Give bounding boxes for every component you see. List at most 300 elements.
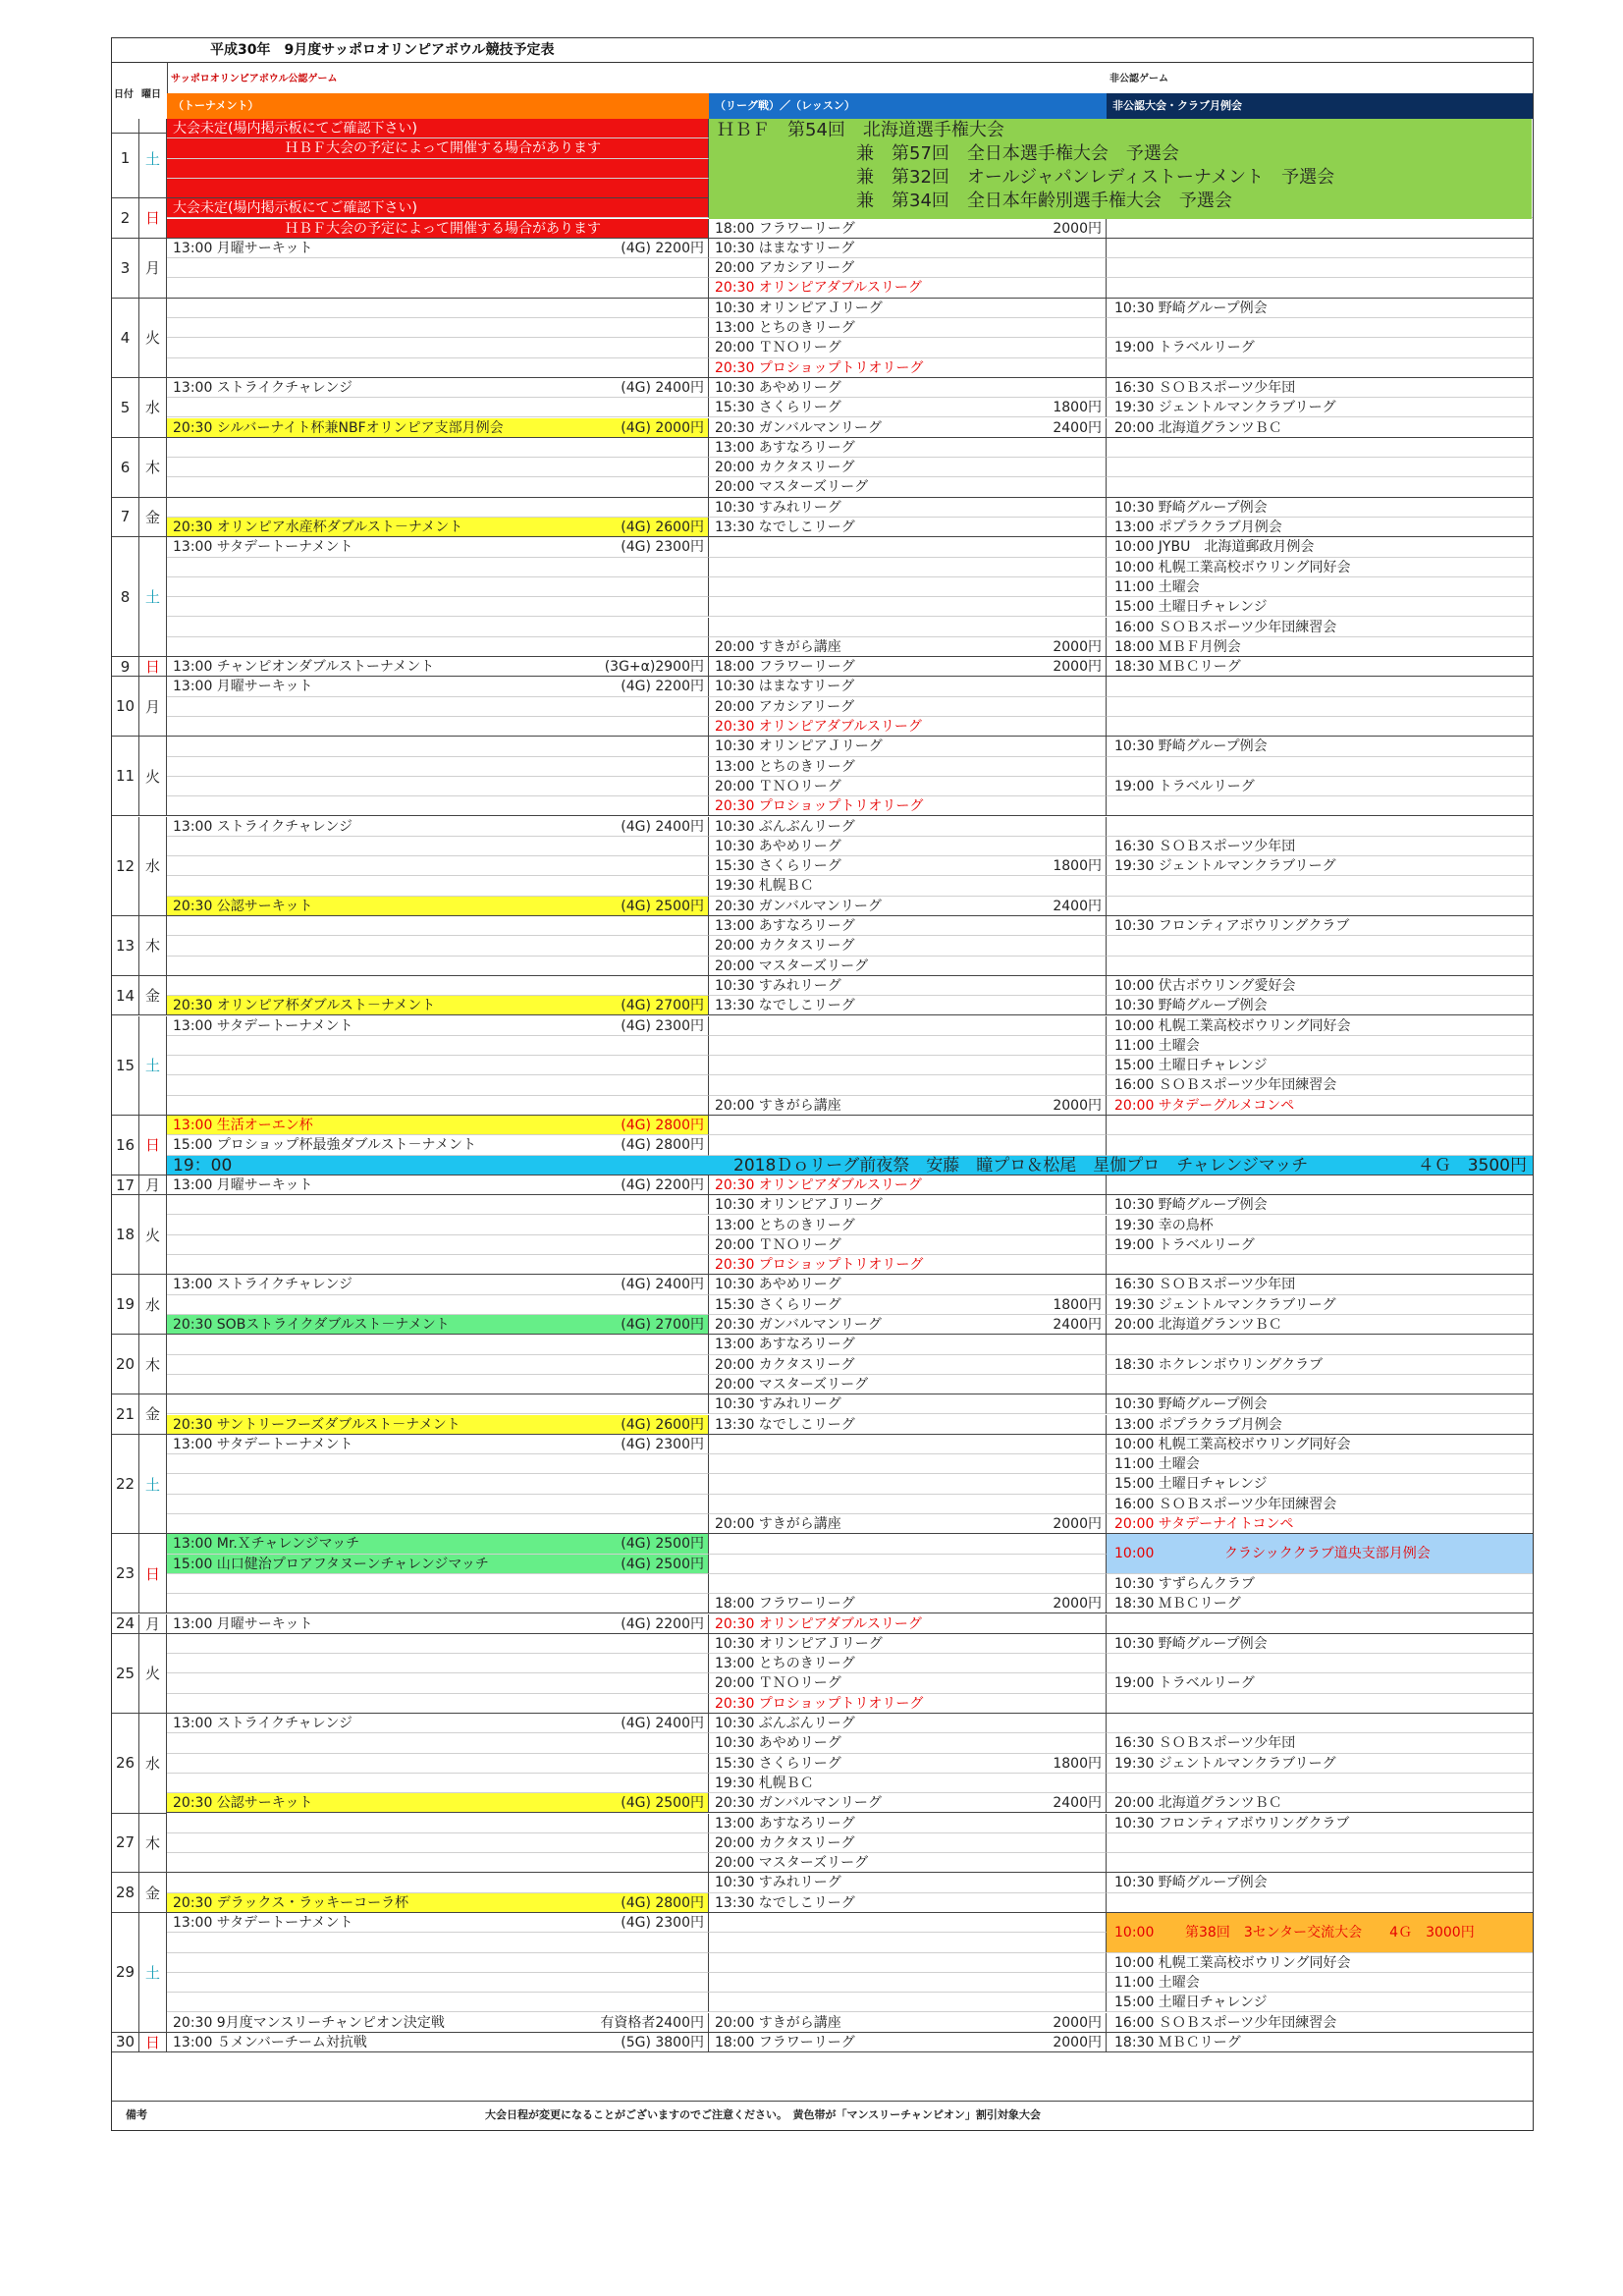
league-cell: [709, 577, 1107, 597]
league-name: 20:30 オリンピアダブルスリーグ: [715, 719, 922, 735]
league-cell: [709, 1315, 1107, 1335]
tournament-cell: [167, 737, 709, 756]
day-number: 23: [112, 1534, 139, 1613]
tournament-cell: [167, 1275, 709, 1294]
tournament-price: (3G+α)2900円: [604, 659, 704, 676]
remarks-label: 備考: [126, 2108, 147, 2121]
club-name: 11:00 土曜会: [1114, 1456, 1200, 1473]
club-name: 10:30 野崎グループ例会: [1114, 1875, 1268, 1891]
day-number: 20: [112, 1335, 139, 1394]
club-name: 19:30 ジェントルマンクラブリーグ: [1114, 1296, 1336, 1313]
league-cell: [709, 1295, 1107, 1315]
tournament-name: 20:30 公認サーキット: [173, 1795, 313, 1812]
league-cell: [709, 856, 1107, 876]
tournament-price: (4G) 2800円: [621, 1137, 704, 1154]
club-cell: [1107, 278, 1533, 298]
league-name: 10:30 すみれリーグ: [715, 1875, 841, 1891]
club-cell: [1107, 498, 1533, 518]
club-cell: [1107, 299, 1533, 318]
tournament-cell: [167, 1673, 709, 1693]
league-name: 10:30 あやめリーグ: [715, 1735, 841, 1752]
tournament-cell: [167, 1534, 709, 1554]
tournament-cell: [167, 1116, 709, 1135]
hbf-block: [709, 119, 1532, 219]
league-cell: [709, 1056, 1107, 1075]
league-name: 13:30 なでしこリーグ: [715, 998, 855, 1014]
league-cell: [709, 1893, 1107, 1913]
league-name: 18:00 フラワーリーグ: [715, 2034, 855, 2050]
day-number: 24: [112, 1614, 139, 1634]
club-name: 18:00 ＭＢＦ月例会: [1114, 638, 1241, 655]
day-number: 1: [112, 119, 139, 198]
league-name: 20:30 プロショップトリオリーグ: [715, 359, 924, 376]
league-price: 2000円: [1053, 1097, 1102, 1114]
tournament-cell: [167, 1075, 709, 1095]
center-name: 第38回 3センター交流大会 4Ｇ 3000円: [1185, 1925, 1475, 1941]
tournament-cell: [167, 1315, 709, 1335]
club-cell: [1107, 1893, 1533, 1913]
league-cell: [709, 477, 1107, 497]
club-cell: [1107, 1375, 1533, 1394]
club-name: 11:00 土曜会: [1114, 1037, 1200, 1054]
league-name: 15:30 さくらリーグ: [715, 1296, 841, 1313]
league-price: 2000円: [1053, 220, 1102, 237]
league-cell: [709, 1953, 1107, 1973]
league-cell: [709, 537, 1107, 557]
league-cell: [709, 1993, 1107, 2012]
tournament-cell: [167, 1774, 709, 1793]
day-number: 4: [112, 299, 139, 378]
weekday-label: 水: [139, 378, 167, 438]
club-name: 19:30 幸の鳥杯: [1114, 1217, 1214, 1233]
tournament-cell: [167, 1036, 709, 1056]
league-cell: [709, 1016, 1107, 1036]
club-cell: [1107, 1634, 1533, 1654]
day-number: 3: [112, 239, 139, 299]
league-name: 13:00 あすなろリーグ: [715, 918, 855, 934]
club-cell: [1107, 657, 1533, 677]
league-cell: [709, 1853, 1107, 1873]
club-cell: [1107, 817, 1533, 837]
club-cell: [1107, 777, 1533, 796]
tournament-cell: [167, 1216, 709, 1235]
league-name: 10:30 ぶんぶんリーグ: [715, 1716, 855, 1731]
event-banner: [167, 1156, 1533, 1175]
league-name: 20:30 プロショップトリオリーグ: [715, 1695, 924, 1712]
tournament-name: 15:00 山口健治プロアフタヌーンチャレンジマッチ: [173, 1556, 489, 1572]
league-cell: [709, 1394, 1107, 1414]
league-name: 20:00 マスターズリーグ: [715, 1376, 869, 1393]
league-cell: [709, 1355, 1107, 1375]
club-highlight-center: [1107, 1913, 1533, 1953]
league-name: 20:30 ガンバルマンリーグ: [715, 419, 882, 436]
tournament-price: (4G) 2700円: [621, 998, 704, 1014]
tournament-cell: [167, 1495, 709, 1514]
hbf-line-2: 兼 第57回 全日本選手権大会 予選会: [856, 143, 1179, 164]
club-cell: [1107, 1016, 1533, 1036]
tournament-cell: [167, 1415, 709, 1435]
weekday-label: 月: [139, 1175, 167, 1195]
club-cell: [1107, 597, 1533, 617]
league-cell: [709, 1454, 1107, 1474]
league-name: 19:30 札幌ＢＣ: [715, 878, 814, 895]
club-name: 10:30 野崎グループ例会: [1114, 1197, 1268, 1214]
club-cell: [1107, 1754, 1533, 1774]
club-name: 16:30 ＳＯＢスポーツ少年団: [1114, 1735, 1296, 1752]
tournament-cell: [167, 856, 709, 876]
league-name: 20:00 すきがら講座: [715, 638, 841, 655]
league-name: 10:30 あやめリーグ: [715, 379, 841, 396]
club-cell: [1107, 837, 1533, 856]
tournament-cell: [167, 418, 709, 438]
day-number: 28: [112, 1873, 139, 1913]
league-cell: [709, 558, 1107, 577]
club-name: 18:30 ＭＢＣリーグ: [1114, 2034, 1241, 2050]
tournament-name: 20:30 サントリーフーズダブルスト－ナメント: [173, 1416, 460, 1433]
tournament-cell: [167, 378, 709, 398]
league-cell: [709, 299, 1107, 318]
league-cell: [709, 438, 1107, 458]
club-name: 19:00 トラベルリーグ: [1114, 1675, 1255, 1692]
club-name: 20:00 北海道グランツＢＣ: [1114, 1317, 1282, 1333]
club-cell: [1107, 618, 1533, 637]
tournament-cell: [167, 138, 709, 158]
league-name: 13:30 なでしこリーグ: [715, 519, 855, 535]
league-name: 20:30 オリンピアダブルスリーグ: [715, 280, 922, 297]
tournament-cell: [167, 1614, 709, 1634]
tournament-cell: [167, 458, 709, 477]
league-cell: [709, 1814, 1107, 1833]
league-name: 20:00 ＴＮＯリーグ: [715, 1675, 841, 1692]
club-name: 10:30 フロンティアボウリングクラブ: [1114, 918, 1350, 934]
club-name: 18:30 ホクレンボウリングクラブ: [1114, 1356, 1324, 1373]
club-cell: [1107, 537, 1533, 557]
league-name: 20:00 ＴＮＯリーグ: [715, 340, 841, 356]
banner-time: 19：00: [173, 1155, 233, 1175]
league-cell: [709, 817, 1107, 837]
league-cell: [709, 1694, 1107, 1714]
league-cell: [709, 657, 1107, 677]
league-cell: [709, 1435, 1107, 1454]
tournament-cell: [167, 239, 709, 258]
club-cell: [1107, 398, 1533, 417]
tournament-cell: [167, 1754, 709, 1774]
club-cell: [1107, 258, 1533, 278]
club-cell: [1107, 1275, 1533, 1294]
tournament-price: (4G) 2700円: [621, 1317, 704, 1333]
club-cell: [1107, 697, 1533, 717]
league-cell: [709, 239, 1107, 258]
header-league: （リーグ戦）／（レッスン）: [709, 93, 1107, 119]
tournament-name: 20:30 9月度マンスリーチャンピオン決定戦: [173, 2014, 445, 2031]
tournament-cell: [167, 1814, 709, 1833]
league-cell: [709, 637, 1107, 657]
tournament-name: 大会未定(場内掲示板にてご確認下さい): [173, 121, 417, 137]
hbf-line-4: 兼 第34回 全日本年齢別選手権大会 予選会: [856, 191, 1232, 211]
day-number: 10: [112, 677, 139, 737]
tournament-name: 13:00 サタデートーナメント: [173, 539, 353, 556]
header-date: 日付: [114, 89, 134, 100]
league-cell: [709, 757, 1107, 777]
league-name: 20:00 マスターズリーグ: [715, 479, 869, 496]
club-name: 10:00 JYBU 北海道郵政月例会: [1114, 539, 1315, 556]
league-price: 1800円: [1053, 1755, 1102, 1772]
club-name: 10:30 野崎グループ例会: [1114, 499, 1268, 516]
league-cell: [709, 219, 1107, 239]
league-cell: [709, 1574, 1107, 1594]
league-name: 10:30 あやめリーグ: [715, 1277, 841, 1293]
day-number: 17: [112, 1175, 139, 1195]
league-cell: [709, 338, 1107, 357]
league-name: 10:30 オリンピアＪリーグ: [715, 738, 883, 755]
club-cell: [1107, 438, 1533, 458]
league-cell: [709, 1673, 1107, 1693]
tournament-name: 20:30 デラックス・ラッキーコーラ杯: [173, 1894, 409, 1911]
day-number: 25: [112, 1634, 139, 1714]
tournament-cell: [167, 1953, 709, 1973]
banner-text: 2018Ｄｏリーグ前夜祭 安藤 瞳プロ＆松尾 星伽プロ チャレンジマッチ: [733, 1155, 1309, 1175]
club-name: 13:00 ポプラクラブ月例会: [1114, 519, 1282, 535]
club-cell: [1107, 1574, 1533, 1594]
league-cell: [709, 1216, 1107, 1235]
league-cell: [709, 1654, 1107, 1673]
tournament-cell: [167, 1993, 709, 2012]
league-name: 20:00 カクタスリーグ: [715, 1356, 855, 1373]
classic-name: クラシッククラブ道央支部月例会: [1224, 1546, 1431, 1562]
weekday-label: 日: [139, 2033, 167, 2052]
club-cell: [1107, 1415, 1533, 1435]
tournament-cell: [167, 936, 709, 956]
club-cell: [1107, 876, 1533, 896]
club-cell: [1107, 2013, 1533, 2033]
league-price: 1800円: [1053, 858, 1102, 875]
league-name: 20:00 アカシアリーグ: [715, 260, 855, 277]
league-name: 15:30 さくらリーグ: [715, 1755, 841, 1772]
tournament-cell: [167, 1435, 709, 1454]
league-cell: [709, 1096, 1107, 1116]
tournament-cell: [167, 338, 709, 357]
weekday-label: 土: [139, 537, 167, 657]
league-cell: [709, 518, 1107, 537]
tournament-cell: [167, 1375, 709, 1394]
club-name: 10:30 フロンティアボウリングクラブ: [1114, 1815, 1350, 1831]
league-cell: [709, 1495, 1107, 1514]
league-cell: [709, 897, 1107, 916]
league-name: 20:30 ガンバルマンリーグ: [715, 898, 882, 914]
tournament-cell: [167, 159, 709, 179]
league-name: 18:00 フラワーリーグ: [715, 1596, 855, 1613]
league-cell: [709, 398, 1107, 417]
club-name: 10:30 野崎グループ例会: [1114, 738, 1268, 755]
club-cell: [1107, 1454, 1533, 1474]
club-name: 20:00 サタデーナイトコンペ: [1114, 1516, 1294, 1532]
league-name: 10:30 オリンピアＪリーグ: [715, 300, 883, 316]
club-cell: [1107, 418, 1533, 438]
tournament-price: (4G) 2400円: [621, 1716, 704, 1731]
tournament-price: (4G) 2500円: [621, 1556, 704, 1572]
league-name: 18:00 フラワーリーグ: [715, 659, 855, 676]
club-cell: [1107, 1335, 1533, 1354]
league-name: 10:30 はまなすリーグ: [715, 679, 855, 695]
league-cell: [709, 1116, 1107, 1135]
league-cell: [709, 378, 1107, 398]
club-cell: [1107, 1435, 1533, 1454]
club-cell: [1107, 976, 1533, 996]
league-cell: [709, 1235, 1107, 1255]
club-cell: [1107, 1714, 1533, 1733]
day-number: 29: [112, 1913, 139, 2033]
league-name: 13:00 とちのきリーグ: [715, 758, 855, 775]
league-name: 10:30 はまなすリーグ: [715, 240, 855, 256]
league-cell: [709, 1255, 1107, 1275]
tournament-name: 13:00 ストライクチャレンジ: [173, 1277, 352, 1293]
tournament-price: (4G) 2000円: [621, 419, 704, 436]
club-name: 10:00 札幌工業高校ボウリング同好会: [1114, 559, 1351, 575]
tournament-cell: [167, 1514, 709, 1534]
tournament-price: (4G) 2300円: [621, 1017, 704, 1034]
tournament-cell: [167, 299, 709, 318]
league-name: 20:00 ＴＮＯリーグ: [715, 778, 841, 794]
tournament-cell: [167, 537, 709, 557]
league-name: 20:00 マスターズリーグ: [715, 1855, 869, 1872]
club-cell: [1107, 717, 1533, 737]
tournament-name: 大会未定(場内掲示板にてご確認下さい): [173, 200, 417, 217]
club-name: 10:30 すずらんクラブ: [1114, 1575, 1255, 1592]
weekday-label: 水: [139, 1275, 167, 1335]
tournament-cell: [167, 1574, 709, 1594]
club-cell: [1107, 1235, 1533, 1255]
tournament-cell: [167, 179, 709, 198]
club-cell: [1107, 1793, 1533, 1813]
club-cell: [1107, 558, 1533, 577]
club-name: 10:30 野崎グループ例会: [1114, 1396, 1268, 1413]
league-name: 20:00 ＴＮＯリーグ: [715, 1236, 841, 1253]
league-cell: [709, 1335, 1107, 1354]
day-number: 19: [112, 1275, 139, 1335]
tournament-cell: [167, 796, 709, 816]
spacer: [1107, 1156, 1108, 1175]
club-cell: [1107, 318, 1533, 338]
league-cell: [709, 258, 1107, 278]
tournament-cell: [167, 358, 709, 378]
tournament-cell: [167, 1135, 709, 1155]
weekday-label: 金: [139, 976, 167, 1016]
league-cell: [709, 1913, 1107, 1933]
league-cell: [709, 318, 1107, 338]
tournament-cell: [167, 119, 709, 138]
tournament-cell: [167, 1833, 709, 1853]
tournament-price: (4G) 2500円: [621, 1536, 704, 1553]
club-name: 15:00 土曜日チャレンジ: [1114, 1995, 1268, 2011]
league-price: 2000円: [1053, 1516, 1102, 1532]
league-cell: [709, 1754, 1107, 1774]
league-name: 20:00 すきがら講座: [715, 1097, 841, 1114]
day-number: 26: [112, 1714, 139, 1814]
club-cell: [1107, 1255, 1533, 1275]
league-cell: [709, 458, 1107, 477]
league-price: 2400円: [1053, 1317, 1102, 1333]
tournament-cell: [167, 258, 709, 278]
league-name: 20:30 オリンピアダブルスリーグ: [715, 1176, 922, 1193]
league-name: 15:30 さくらリーグ: [715, 400, 841, 416]
league-price: 2000円: [1053, 659, 1102, 676]
club-name: 16:00 ＳＯＢスポーツ少年団練習会: [1114, 2014, 1337, 2031]
league-cell: [709, 358, 1107, 378]
day-number: 22: [112, 1435, 139, 1535]
weekday-label: 金: [139, 1873, 167, 1913]
tournament-cell: [167, 996, 709, 1015]
league-cell: [709, 677, 1107, 696]
banner-price: ４Ｇ 3500円: [1417, 1155, 1527, 1175]
league-price: 2000円: [1053, 638, 1102, 655]
club-cell: [1107, 1315, 1533, 1335]
league-cell: [709, 1514, 1107, 1534]
tournament-price: (4G) 2600円: [621, 519, 704, 535]
tournament-price: (4G) 2500円: [621, 898, 704, 914]
club-cell: [1107, 1355, 1533, 1375]
club-name: 10:00 伏古ボウリング愛好会: [1114, 977, 1296, 994]
club-name: 11:00 土曜会: [1114, 578, 1200, 595]
tournament-price: (4G) 2600円: [621, 1416, 704, 1433]
league-name: 20:30 プロショップトリオリーグ: [715, 798, 924, 815]
tournament-cell: [167, 677, 709, 696]
header-club: 非公認大会・クラブ月例会: [1107, 93, 1533, 119]
league-name: 10:30 すみれリーグ: [715, 977, 841, 994]
day-number: 13: [112, 916, 139, 976]
weekday-label: 金: [139, 1394, 167, 1435]
tournament-cell: [167, 318, 709, 338]
weekday-label: 水: [139, 1714, 167, 1814]
day-number: 11: [112, 737, 139, 816]
day-number: 7: [112, 498, 139, 538]
classic-time: 10:00: [1114, 1546, 1155, 1562]
league-cell: [709, 1135, 1107, 1155]
weekday-label: 木: [139, 1814, 167, 1874]
tournament-cell: [167, 1654, 709, 1673]
league-price: 2000円: [1053, 2034, 1102, 2050]
league-name: 13:30 なでしこリーグ: [715, 1416, 855, 1433]
tournament-cell: [167, 777, 709, 796]
tournament-cell: [167, 1255, 709, 1275]
tournament-cell: [167, 198, 709, 218]
tournament-cell: [167, 837, 709, 856]
club-cell: [1107, 1654, 1533, 1673]
club-cell: [1107, 1733, 1533, 1753]
club-cell: [1107, 1673, 1533, 1693]
club-cell: [1107, 1116, 1533, 1135]
tournament-name: 13:00 月曜サーキット: [173, 1615, 313, 1632]
tournament-name: 20:30 オリンピア水産杯ダブルスト－ナメント: [173, 519, 463, 535]
league-price: 1800円: [1053, 400, 1102, 416]
weekday-label: 火: [139, 1195, 167, 1275]
weekday-label: 火: [139, 1634, 167, 1714]
tournament-cell: [167, 597, 709, 617]
club-name: 10:30 野崎グループ例会: [1114, 998, 1268, 1014]
tournament-cell: [167, 219, 709, 239]
league-name: 13:00 あすなろリーグ: [715, 1337, 855, 1353]
club-cell: [1107, 378, 1533, 398]
league-cell: [709, 278, 1107, 298]
club-cell: [1107, 219, 1533, 239]
tournament-price: (4G) 2800円: [621, 1894, 704, 1911]
tournament-cell: [167, 1933, 709, 1952]
tournament-cell: [167, 498, 709, 518]
tournament-cell: [167, 1714, 709, 1733]
tournament-price: (4G) 2200円: [621, 1615, 704, 1632]
club-name: 18:30 ＭＢＣリーグ: [1114, 1596, 1241, 1613]
league-name: 10:30 すみれリーグ: [715, 1396, 841, 1413]
tournament-cell: [167, 697, 709, 717]
